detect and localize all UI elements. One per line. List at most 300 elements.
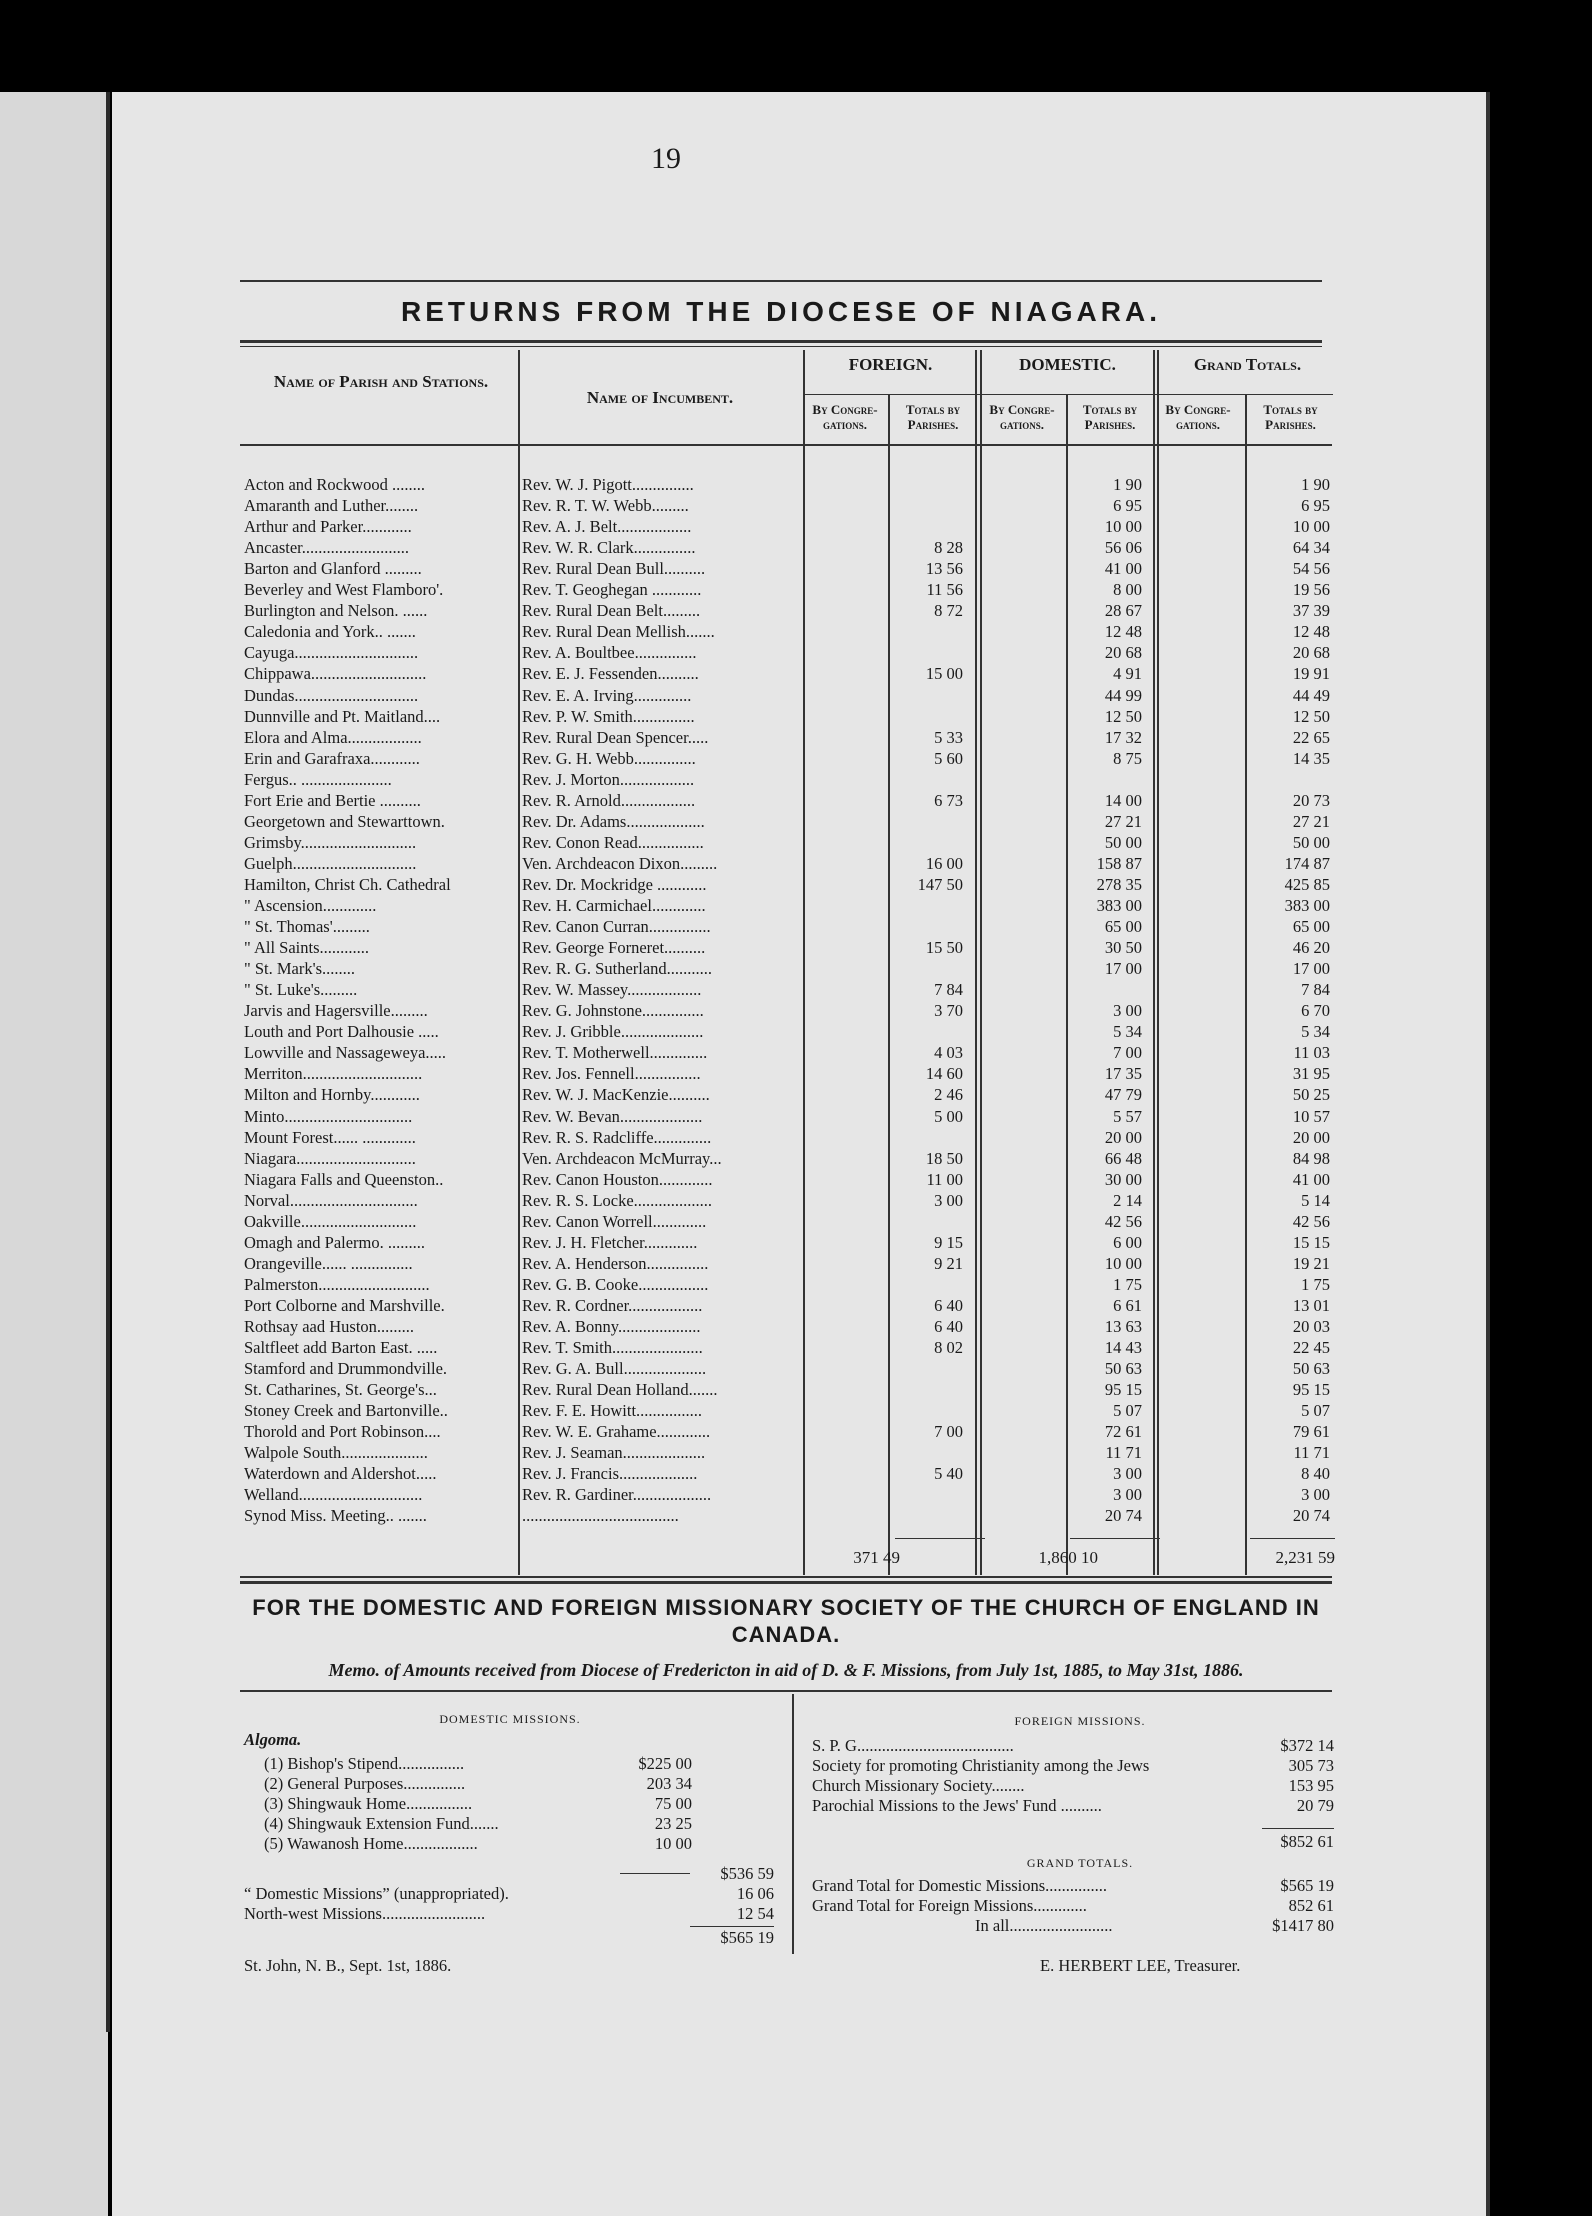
table-row bbox=[240, 622, 1460, 642]
domestic-item-amount: $225 00 bbox=[638, 1754, 692, 1773]
grand-total-cell: 13 01 bbox=[1292, 1295, 1330, 1315]
domestic-item-label: (4) Shingwauk Extension Fund....... bbox=[264, 1814, 499, 1833]
grand-foreign-label: Grand Total for Foreign Missions............. bbox=[812, 1896, 1087, 1915]
foreign-total-cell: 5 40 bbox=[934, 1464, 963, 1484]
domestic-total-cell: 95 15 bbox=[1104, 1380, 1142, 1400]
grand-domestic-amount: $565 19 bbox=[1280, 1876, 1334, 1895]
grand-total-cell: 17 00 bbox=[1292, 959, 1330, 979]
parish-name: Acton and Rockwood ........ bbox=[244, 475, 426, 494]
parish-name: Stamford and Drummondville. bbox=[244, 1359, 448, 1379]
parish-name: Rothsay aad Huston......... bbox=[244, 1317, 415, 1336]
domestic-total-cell: 30 50 bbox=[1104, 938, 1142, 958]
header-grand-totals: Grand Totals. bbox=[1193, 355, 1302, 374]
foreign-total-cell: 3 00 bbox=[934, 1190, 963, 1210]
domestic-total-cell: 13 63 bbox=[1104, 1317, 1142, 1336]
domestic-total-cell: 1 90 bbox=[1113, 475, 1142, 494]
table-row bbox=[240, 1338, 1460, 1358]
grand-total-cell: 42 56 bbox=[1292, 1211, 1330, 1231]
incumbent-name: Rev. Rural Dean Belt......... bbox=[522, 601, 701, 621]
grand-total-cell: 79 61 bbox=[1292, 1422, 1330, 1442]
domestic-total-cell: 50 00 bbox=[1104, 832, 1142, 852]
header-grand-totals-by-parishes: Totals by Parishes. bbox=[1263, 402, 1318, 432]
grand-total-cell: 27 21 bbox=[1292, 811, 1330, 831]
parish-name: Ancaster.......................... bbox=[244, 538, 409, 558]
foreign-item-label: Parochial Missions to the Jews' Fund .......... bbox=[812, 1796, 1102, 1815]
grand-total-cell: 174 87 bbox=[1284, 853, 1330, 873]
parish-name: Omagh and Palermo. ......... bbox=[244, 1232, 426, 1252]
foreign-total-cell: 16 00 bbox=[925, 853, 963, 873]
foreign-total-cell: 13 56 bbox=[925, 559, 963, 579]
domestic-total-cell: 47 79 bbox=[1104, 1085, 1142, 1105]
grand-total-cell: 1 90 bbox=[1301, 475, 1330, 494]
grand-total-cell: 50 63 bbox=[1292, 1359, 1330, 1379]
foreign-missions-heading: FOREIGN MISSIONS. bbox=[1014, 1714, 1146, 1728]
table-row bbox=[240, 1317, 1460, 1337]
page-number: 19 bbox=[651, 142, 681, 175]
domestic-total-cell: 56 06 bbox=[1104, 538, 1142, 558]
grand-total-cell: 1 75 bbox=[1301, 1274, 1330, 1294]
domestic-total-cell: 17 35 bbox=[1104, 1064, 1142, 1084]
foreign-total-cell: 15 00 bbox=[925, 664, 963, 684]
incumbent-name: Rev. A. Henderson............... bbox=[522, 1253, 709, 1273]
domestic-total-cell: 6 95 bbox=[1113, 496, 1142, 516]
table-row bbox=[240, 1085, 1460, 1105]
table-row bbox=[240, 1043, 1460, 1063]
foreign-total-cell: 14 60 bbox=[925, 1064, 963, 1084]
grand-total-cell: 383 00 bbox=[1284, 896, 1330, 915]
foreign-total-cell: 8 72 bbox=[934, 601, 963, 621]
parish-name: Palmerston........................... bbox=[244, 1274, 430, 1294]
domestic-total-cell: 20 00 bbox=[1104, 1127, 1142, 1147]
header-domestic: DOMESTIC. bbox=[1019, 355, 1116, 374]
grand-total-cell: 5 34 bbox=[1301, 1022, 1330, 1042]
parish-name: St. Catharines, St. George's... bbox=[244, 1380, 437, 1400]
table-row bbox=[240, 1254, 1460, 1274]
domestic-total-cell: 8 75 bbox=[1113, 748, 1142, 768]
treasurer-signature: E. HERBERT LEE, Treasurer. bbox=[1040, 1956, 1241, 1975]
table-row bbox=[240, 1001, 1460, 1021]
left-page-margin bbox=[0, 92, 108, 2216]
incumbent-name: Rev. T. Smith...................... bbox=[522, 1338, 703, 1358]
table-row bbox=[240, 728, 1460, 748]
grand-totals-heading: GRAND TOTALS. bbox=[1026, 1856, 1134, 1870]
incumbent-name: Rev. W. Massey.................. bbox=[522, 980, 702, 1000]
grand-total-cell: 7 84 bbox=[1301, 980, 1330, 1000]
domestic-total-cell: 28 67 bbox=[1104, 601, 1142, 621]
parish-name: Merriton............................. bbox=[244, 1064, 423, 1084]
foreign-total-cell: 18 50 bbox=[925, 1148, 963, 1168]
domestic-total-cell: 3 00 bbox=[1113, 1464, 1142, 1484]
grand-total-cell: 95 15 bbox=[1292, 1380, 1330, 1400]
domestic-total-cell: 20 68 bbox=[1104, 643, 1142, 663]
parish-name: " St. Thomas'......... bbox=[244, 917, 370, 937]
parish-name: Milton and Hornby............ bbox=[244, 1085, 420, 1105]
header-incumbent: Name of Incumbent. bbox=[586, 388, 734, 407]
table-row bbox=[240, 686, 1460, 706]
parish-name: Guelph.............................. bbox=[244, 853, 417, 873]
foreign-total-cell: 147 50 bbox=[917, 874, 963, 894]
domestic-total-cell: 10 00 bbox=[1104, 1253, 1142, 1273]
domestic-total-cell: 17 00 bbox=[1104, 959, 1142, 979]
table-row bbox=[240, 517, 1460, 537]
foreign-total-cell: 11 00 bbox=[926, 1169, 963, 1189]
incumbent-name: Rev. Rural Dean Mellish....... bbox=[522, 622, 715, 642]
domestic-total-cell: 4 91 bbox=[1113, 664, 1142, 684]
table-row bbox=[240, 875, 1460, 895]
parish-name: " Ascension............. bbox=[244, 896, 377, 915]
foreign-total-cell: 3 70 bbox=[934, 1001, 963, 1021]
grand-total-cell: 8 40 bbox=[1301, 1464, 1330, 1484]
incumbent-name: Rev. T. Geoghegan ............ bbox=[522, 580, 702, 600]
domestic-total-cell: 383 00 bbox=[1096, 896, 1142, 915]
grand-total-cell: 425 85 bbox=[1284, 874, 1330, 894]
parish-name: Minto............................... bbox=[244, 1106, 413, 1126]
domestic-total-cell: 44 99 bbox=[1104, 685, 1142, 705]
table-row bbox=[240, 643, 1460, 663]
parish-name: Lowville and Nassageweya..... bbox=[244, 1043, 447, 1063]
table-row bbox=[240, 959, 1460, 979]
domestic-total-cell: 1 75 bbox=[1113, 1274, 1142, 1294]
parish-name: Niagara............................. bbox=[244, 1148, 416, 1168]
grand-total-cell: 12 50 bbox=[1292, 706, 1330, 726]
table-row bbox=[240, 938, 1460, 958]
table-row bbox=[240, 580, 1460, 600]
incumbent-name: Rev. Rural Dean Holland....... bbox=[522, 1380, 718, 1400]
foreign-item-label: Society for promoting Christianity among the Jews bbox=[812, 1756, 1150, 1775]
incumbent-name: Rev. Conon Read................ bbox=[522, 832, 704, 852]
society-heading: FOR THE DOMESTIC AND FOREIGN MISSIONARY SOCIETY OF THE CHURCH OF ENGLAND IN CANADA. bbox=[252, 1595, 1320, 1647]
incumbent-name: Rev. Canon Curran............... bbox=[522, 917, 711, 937]
grand-total-cell: 22 45 bbox=[1292, 1338, 1330, 1358]
domestic-item-label: (5) Wawanosh Home.................. bbox=[264, 1834, 478, 1853]
domestic-total-cell: 8 00 bbox=[1113, 580, 1142, 600]
domestic-total-cell: 6 61 bbox=[1113, 1295, 1142, 1315]
foreign-total-cell: 5 00 bbox=[934, 1106, 963, 1126]
domestic-total: $565 19 bbox=[720, 1928, 774, 1947]
domestic-total-cell: 50 63 bbox=[1104, 1359, 1142, 1379]
grand-total-cell: 5 07 bbox=[1301, 1401, 1330, 1421]
northwest-amount: 12 54 bbox=[736, 1904, 774, 1923]
foreign-total-cell: 11 56 bbox=[926, 580, 963, 600]
incumbent-name: Rev. G. H. Webb............... bbox=[522, 748, 696, 768]
parish-name: Chippawa............................ bbox=[244, 664, 427, 684]
domestic-total-cell: 278 35 bbox=[1096, 874, 1142, 894]
grand-total-cell: 46 20 bbox=[1292, 938, 1330, 958]
incumbent-name: Rev. G. A. Bull.................... bbox=[522, 1359, 707, 1379]
grand-total-cell: 20 03 bbox=[1292, 1317, 1330, 1336]
table-row bbox=[240, 1212, 1460, 1232]
table-row bbox=[240, 1380, 1460, 1400]
memo-line: Memo. of Amounts received from Diocese of Fredericton in aid of D. & F. Missions, from July 1st, 1885, to May 31st, 1886. bbox=[328, 1660, 1244, 1680]
header-foreign-totals: Totals by Parishes. bbox=[905, 402, 961, 432]
table-row bbox=[240, 1485, 1460, 1505]
incumbent-name: Rev. R. S. Locke................... bbox=[522, 1190, 713, 1210]
parish-name: " St. Mark's........ bbox=[244, 959, 356, 979]
parish-name: Fergus.. ...................... bbox=[244, 769, 392, 789]
foreign-total-cell: 6 40 bbox=[934, 1295, 963, 1315]
grand-domestic-label: Grand Total for Domestic Missions............... bbox=[812, 1876, 1108, 1895]
parish-name: Caledonia and York.. ....... bbox=[244, 622, 416, 642]
incumbent-name: Rev. H. Carmichael............. bbox=[522, 896, 706, 915]
table-row bbox=[240, 770, 1460, 790]
table-row bbox=[240, 1191, 1460, 1211]
domestic-total-cell: 10 00 bbox=[1104, 517, 1142, 537]
grand-total-cell: 19 21 bbox=[1292, 1253, 1330, 1273]
header-domestic-by-congregations: By Congre-gations. bbox=[989, 402, 1055, 432]
foreign-total-cell: 8 28 bbox=[934, 538, 963, 558]
table-row bbox=[240, 1022, 1460, 1042]
incumbent-name: Rev. W. J. Pigott............... bbox=[522, 475, 694, 494]
header-grand-by-congregations: By Congre-gations. bbox=[1165, 402, 1231, 432]
foreign-total-cell: 8 02 bbox=[934, 1338, 963, 1358]
algoma-label: Algoma. bbox=[244, 1730, 302, 1749]
table-row bbox=[240, 538, 1460, 558]
grand-total-cell: 37 39 bbox=[1292, 601, 1330, 621]
table-row bbox=[240, 1359, 1460, 1379]
parish-name: Waterdown and Aldershot..... bbox=[244, 1464, 437, 1484]
unappropriated-label: “ Domestic Missions” (unappropriated). bbox=[244, 1884, 509, 1903]
table-row bbox=[240, 1233, 1460, 1253]
parish-name: Georgetown and Stewarttown. bbox=[244, 811, 445, 831]
table-row bbox=[240, 559, 1460, 579]
incumbent-name: Rev. Dr. Adams................... bbox=[522, 811, 705, 831]
total-foreign: 371 49 bbox=[853, 1548, 900, 1567]
foreign-total-cell: 7 00 bbox=[934, 1422, 963, 1442]
incumbent-name: Rev. R. G. Sutherland........... bbox=[522, 959, 713, 979]
incumbent-name: Rev. J. Morton.................. bbox=[522, 769, 695, 789]
foreign-total-cell: 7 84 bbox=[934, 980, 963, 1000]
incumbent-name: Rev. Rural Dean Bull.......... bbox=[522, 559, 706, 579]
grand-total-cell: 20 00 bbox=[1292, 1127, 1330, 1147]
total-domestic: 1,860 10 bbox=[1038, 1548, 1098, 1567]
domestic-total-cell: 65 00 bbox=[1104, 917, 1142, 937]
date-line: St. John, N. B., Sept. 1st, 1886. bbox=[244, 1956, 452, 1975]
table-row bbox=[240, 791, 1460, 811]
domestic-total-cell: 5 07 bbox=[1113, 1401, 1142, 1421]
foreign-total-cell: 4 03 bbox=[934, 1043, 963, 1063]
parish-name: Fort Erie and Bertie .......... bbox=[244, 790, 421, 810]
grand-total-cell: 14 35 bbox=[1292, 748, 1330, 768]
grand-total-cell: 19 56 bbox=[1292, 580, 1330, 600]
incumbent-name: Rev. Dr. Mockridge ............ bbox=[522, 874, 707, 894]
grand-total-cell: 22 65 bbox=[1292, 727, 1330, 747]
incumbent-name: Rev. A. Boultbee............... bbox=[522, 643, 697, 663]
parish-name: Oakville............................ bbox=[244, 1211, 417, 1231]
incumbent-name: ...................................... bbox=[522, 1506, 679, 1526]
domestic-total-cell: 12 48 bbox=[1104, 622, 1142, 642]
incumbent-name: Rev. R. S. Radcliffe.............. bbox=[522, 1127, 712, 1147]
parish-name: Port Colborne and Marshville. bbox=[244, 1295, 445, 1315]
parish-name: Amaranth and Luther........ bbox=[244, 496, 419, 516]
domestic-total-cell: 7 00 bbox=[1113, 1043, 1142, 1063]
table-row bbox=[240, 1296, 1460, 1316]
grand-total-cell: 65 00 bbox=[1292, 917, 1330, 937]
totals-row bbox=[240, 1548, 1460, 1570]
parish-name: Synod Miss. Meeting.. ....... bbox=[244, 1506, 427, 1526]
incumbent-name: Ven. Archdeacon McMurray... bbox=[522, 1148, 722, 1168]
grand-total-cell: 31 95 bbox=[1292, 1064, 1330, 1084]
total-grand: 2,231 59 bbox=[1275, 1548, 1335, 1567]
domestic-total-cell: 2 14 bbox=[1113, 1190, 1142, 1210]
incumbent-name: Rev. G. Johnstone............... bbox=[522, 1001, 704, 1021]
domestic-item-label: (3) Shingwauk Home................ bbox=[264, 1794, 473, 1813]
incumbent-name: Rev. G. B. Cooke................. bbox=[522, 1274, 709, 1294]
incumbent-name: Rev. J. Francis................... bbox=[522, 1464, 698, 1484]
domestic-total-cell: 11 71 bbox=[1105, 1443, 1142, 1463]
in-all-label: In all......................... bbox=[975, 1916, 1113, 1935]
incumbent-name: Rev. F. E. Howitt................ bbox=[522, 1401, 703, 1421]
grand-total-cell: 11 03 bbox=[1293, 1043, 1330, 1063]
grand-total-cell: 20 74 bbox=[1292, 1506, 1330, 1526]
header-domestic-totals: Totals by Parishes. bbox=[1082, 402, 1138, 432]
incumbent-name: Rev. J. Gribble.................... bbox=[522, 1022, 704, 1042]
incumbent-name: Ven. Archdeacon Dixon......... bbox=[522, 853, 718, 873]
table-row bbox=[240, 707, 1460, 727]
table-row bbox=[240, 496, 1460, 516]
grand-total-cell: 50 00 bbox=[1292, 832, 1330, 852]
grand-total-cell: 10 57 bbox=[1292, 1106, 1330, 1126]
domestic-total-cell: 14 00 bbox=[1104, 790, 1142, 810]
parish-name: Burlington and Nelson. ...... bbox=[244, 601, 428, 621]
incumbent-name: Rev. W. Bevan.................... bbox=[522, 1106, 703, 1126]
grand-total-cell: 41 00 bbox=[1292, 1169, 1330, 1189]
incumbent-name: Rev. A. J. Belt.................. bbox=[522, 517, 692, 537]
domestic-total-cell: 158 87 bbox=[1096, 853, 1142, 873]
page-gutter-line bbox=[106, 92, 110, 2032]
incumbent-name: Rev. P. W. Smith............... bbox=[522, 706, 695, 726]
grand-total-cell: 12 48 bbox=[1292, 622, 1330, 642]
table-row bbox=[240, 1401, 1460, 1421]
domestic-total-cell: 72 61 bbox=[1104, 1422, 1142, 1442]
incumbent-name: Rev. R. T. W. Webb......... bbox=[522, 496, 689, 516]
table-row bbox=[240, 1128, 1460, 1148]
parish-name: Thorold and Port Robinson.... bbox=[244, 1422, 441, 1442]
parish-name: Dunnville and Pt. Maitland.... bbox=[244, 706, 441, 726]
parish-name: Orangeville...... ............... bbox=[244, 1253, 413, 1273]
table-row bbox=[240, 980, 1460, 1000]
grand-total-cell: 10 00 bbox=[1292, 517, 1330, 537]
parish-name: Hamilton, Christ Ch. Cathedral bbox=[244, 874, 451, 894]
domestic-item-amount: 10 00 bbox=[654, 1834, 692, 1853]
parish-name: " St. Luke's......... bbox=[244, 980, 358, 1000]
grand-total-cell: 6 95 bbox=[1301, 496, 1330, 516]
table-row bbox=[240, 749, 1460, 769]
parish-name: Dundas.............................. bbox=[244, 685, 419, 705]
domestic-total-cell: 5 57 bbox=[1113, 1106, 1142, 1126]
parish-name: Arthur and Parker............ bbox=[244, 517, 412, 537]
domestic-item-amount: 75 00 bbox=[654, 1794, 692, 1813]
page-title: RETURNS FROM THE DIOCESE OF NIAGARA. bbox=[400, 296, 1161, 327]
domestic-missions-heading: DOMESTIC MISSIONS. bbox=[439, 1712, 581, 1726]
domestic-total-cell: 66 48 bbox=[1104, 1148, 1142, 1168]
foreign-total-cell: 2 46 bbox=[934, 1085, 963, 1105]
parish-name: Welland.............................. bbox=[244, 1485, 423, 1505]
domestic-item-label: (1) Bishop's Stipend................ bbox=[264, 1754, 465, 1773]
parish-name: Norval............................... bbox=[244, 1190, 418, 1210]
grand-foreign-amount: 852 61 bbox=[1288, 1896, 1334, 1915]
parish-name: Stoney Creek and Bartonville.. bbox=[244, 1401, 448, 1421]
foreign-total-cell: 9 21 bbox=[934, 1253, 963, 1273]
incumbent-name: Rev. A. Bonny.................... bbox=[522, 1317, 701, 1336]
table-row bbox=[240, 833, 1460, 853]
header-foreign: FOREIGN. bbox=[848, 355, 933, 374]
grand-total-cell: 19 91 bbox=[1292, 664, 1330, 684]
table-row bbox=[240, 1064, 1460, 1084]
table-row bbox=[240, 664, 1460, 684]
incumbent-name: Rev. Rural Dean Spencer..... bbox=[522, 727, 709, 747]
parish-name: Barton and Glanford ......... bbox=[244, 559, 422, 579]
parish-name: Walpole South..................... bbox=[244, 1443, 428, 1463]
grand-total-cell: 3 00 bbox=[1301, 1485, 1330, 1505]
incumbent-name: Rev. Canon Houston............. bbox=[522, 1169, 713, 1189]
grand-total-cell: 44 49 bbox=[1292, 685, 1330, 705]
in-all-amount: $1417 80 bbox=[1272, 1916, 1334, 1935]
grand-total-cell: 84 98 bbox=[1292, 1148, 1330, 1168]
parish-name: Erin and Garafraxa............ bbox=[244, 748, 420, 768]
domestic-total-cell: 14 43 bbox=[1104, 1338, 1142, 1358]
domestic-total-cell: 12 50 bbox=[1104, 706, 1142, 726]
table-row bbox=[240, 896, 1460, 916]
table-row bbox=[240, 812, 1460, 832]
grand-total-cell: 50 25 bbox=[1292, 1085, 1330, 1105]
domestic-total-cell: 41 00 bbox=[1104, 559, 1142, 579]
grand-total-cell: 64 34 bbox=[1292, 538, 1330, 558]
foreign-item-amount: 153 95 bbox=[1288, 1776, 1334, 1795]
header-parish: Name of Parish and Stations. bbox=[273, 372, 489, 391]
table-row bbox=[240, 475, 1460, 495]
incumbent-name: Rev. E. A. Irving.............. bbox=[522, 685, 692, 705]
table-row bbox=[240, 854, 1460, 874]
incumbent-name: Rev. Jos. Fennell................ bbox=[522, 1064, 701, 1084]
grand-total-cell: 5 14 bbox=[1301, 1190, 1330, 1210]
parish-name: Saltfleet add Barton East. ..... bbox=[244, 1338, 438, 1358]
grand-total-cell: 20 73 bbox=[1292, 790, 1330, 810]
parish-name: Cayuga.............................. bbox=[244, 643, 419, 663]
incumbent-name: Rev. T. Motherwell.............. bbox=[522, 1043, 708, 1063]
table-row bbox=[240, 601, 1460, 621]
domestic-item-amount: 23 25 bbox=[654, 1814, 692, 1833]
table-row bbox=[240, 1107, 1460, 1127]
foreign-total-cell: 15 50 bbox=[925, 938, 963, 958]
table-row bbox=[240, 1464, 1460, 1484]
incumbent-name: Rev. R. Cordner.................. bbox=[522, 1295, 703, 1315]
parish-name: Jarvis and Hagersville......... bbox=[244, 1001, 428, 1021]
table-row bbox=[240, 1443, 1460, 1463]
incumbent-name: Rev. J. H. Fletcher............. bbox=[522, 1232, 698, 1252]
incumbent-name: Rev. W. J. MacKenzie.......... bbox=[522, 1085, 710, 1105]
incumbent-name: Rev. George Forneret.......... bbox=[522, 938, 706, 958]
foreign-item-amount: $372 14 bbox=[1280, 1736, 1334, 1755]
table-row bbox=[240, 917, 1460, 937]
incumbent-name: Rev. R. Arnold.................. bbox=[522, 790, 696, 810]
domestic-total-cell: 42 56 bbox=[1104, 1211, 1142, 1231]
foreign-item-amount: 305 73 bbox=[1288, 1756, 1334, 1775]
foreign-total-cell: 6 73 bbox=[934, 790, 963, 810]
grand-total-cell: 11 71 bbox=[1293, 1443, 1330, 1463]
parish-name: " All Saints............ bbox=[244, 938, 369, 958]
parish-name: Mount Forest...... ............. bbox=[244, 1127, 416, 1147]
foreign-total-cell: 5 33 bbox=[934, 727, 963, 747]
foreign-item-amount: 20 79 bbox=[1296, 1796, 1334, 1815]
domestic-total-cell: 5 34 bbox=[1113, 1022, 1142, 1042]
grand-total-cell: 6 70 bbox=[1301, 1001, 1330, 1021]
table-row bbox=[240, 1170, 1460, 1190]
foreign-total-cell: 9 15 bbox=[934, 1232, 963, 1252]
table-row bbox=[240, 1275, 1460, 1295]
table-row bbox=[240, 1506, 1460, 1526]
incumbent-name: Rev. Canon Worrell............. bbox=[522, 1211, 707, 1231]
grand-total-cell: 20 68 bbox=[1292, 643, 1330, 663]
